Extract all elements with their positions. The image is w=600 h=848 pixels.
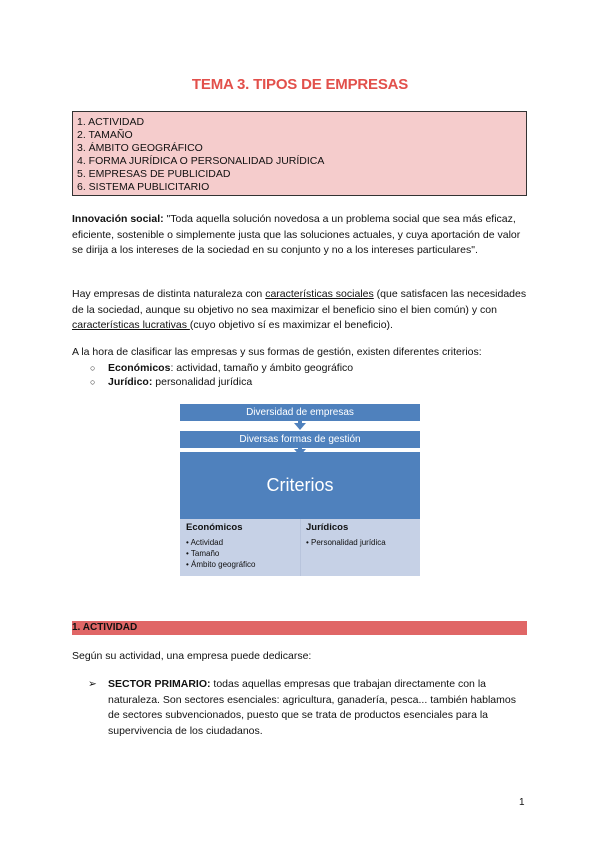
section-heading-actividad: 1. ACTIVIDAD xyxy=(72,621,527,635)
diagram-bar-diversity: Diversidad de empresas xyxy=(180,404,420,421)
criteria-text: : actividad, tamaño y ámbito geográfico xyxy=(170,362,354,374)
page-number: 1 xyxy=(519,797,525,808)
diagram-divider xyxy=(300,519,301,576)
legal-header: Jurídicos xyxy=(306,522,349,533)
sector-primario-item xyxy=(88,677,528,739)
economic-item: • Actividad xyxy=(186,538,224,547)
types-text: Hay empresas de distinta naturaleza con xyxy=(72,288,266,300)
sector-text: todas aquellas empresas que trabajan directamente con la naturaleza. Son sectores esenciales: agricultura, ganadería, pesca... también hablamos de sectores subvencionados, puesto que se trata de productos esenciales para la supervivencia de los ciudadanos. xyxy=(108,678,516,737)
list-item xyxy=(90,361,353,375)
legal-item: • Personalidad jurídica xyxy=(306,538,386,547)
criteria-label: Jurídico: xyxy=(108,376,153,388)
index-box xyxy=(72,111,527,196)
types-paragraph xyxy=(72,287,530,334)
social-characteristics-link: características sociales xyxy=(265,288,374,300)
circle-bullet-icon: ○ xyxy=(90,377,96,387)
criteria-text: personalidad jurídica xyxy=(152,376,253,388)
circle-bullet-icon: ○ xyxy=(90,363,96,373)
economic-header: Económicos xyxy=(186,522,243,533)
economic-item: • Tamaño xyxy=(186,549,220,558)
economic-item: • Ámbito geográfico xyxy=(186,560,256,569)
criteria-intro: A la hora de clasificar las empresas y sus formas de gestión, existen diferentes criterios: xyxy=(72,346,482,358)
index-item: 5. EMPRESAS DE PUBLICIDAD xyxy=(77,168,231,180)
index-item: 3. ÁMBITO GEOGRÁFICO xyxy=(77,142,203,154)
sector-label: SECTOR PRIMARIO: xyxy=(108,678,211,690)
criteria-diagram xyxy=(180,404,420,576)
innovation-text: "Toda aquella solución novedosa a un problema social que sea más eficaz, eficiente, sostenible o simplemente justa que las soluciones actuales, y cuya aportación de valor se dirija a los intereses de la sociedad en su conjunto y no a los intereses particulares". xyxy=(72,213,521,256)
arrow-bullet-icon: ➢ xyxy=(88,678,97,690)
index-item: 6. SISTEMA PUBLICITARIO xyxy=(77,181,210,193)
criteria-label: Económicos xyxy=(108,362,171,374)
index-item: 2. TAMAÑO xyxy=(77,129,133,141)
innovation-label: Innovación social: xyxy=(72,213,164,225)
innovation-paragraph xyxy=(72,212,530,259)
economic-column xyxy=(186,522,256,570)
diagram-criteria-box: Criterios xyxy=(180,452,420,519)
section-intro: Según su actividad, una empresa puede dedicarse: xyxy=(72,650,312,662)
types-text: (que satisfacen las necesidades de la sociedad, aunque su objetivo no sea maximizar el beneficio sino el bien común) y con xyxy=(72,288,527,316)
page-title: TEMA 3. TIPOS DE EMPRESAS xyxy=(191,76,409,93)
index-item: 1. ACTIVIDAD xyxy=(77,116,145,128)
sector-text-block xyxy=(88,677,528,739)
legal-column xyxy=(306,522,386,548)
index-item: 4. FORMA JURÍDICA O PERSONALIDAD JURÍDICA xyxy=(77,155,325,167)
down-arrow-icon xyxy=(294,423,306,430)
types-text: (cuyo objetivo sí es maximizar el beneficio). xyxy=(189,319,393,331)
lucrative-characteristics-link: características lucrativas xyxy=(72,319,190,331)
diagram-bar-management: Diversas formas de gestión xyxy=(180,431,420,448)
criteria-list xyxy=(90,361,353,389)
list-item xyxy=(90,375,353,389)
